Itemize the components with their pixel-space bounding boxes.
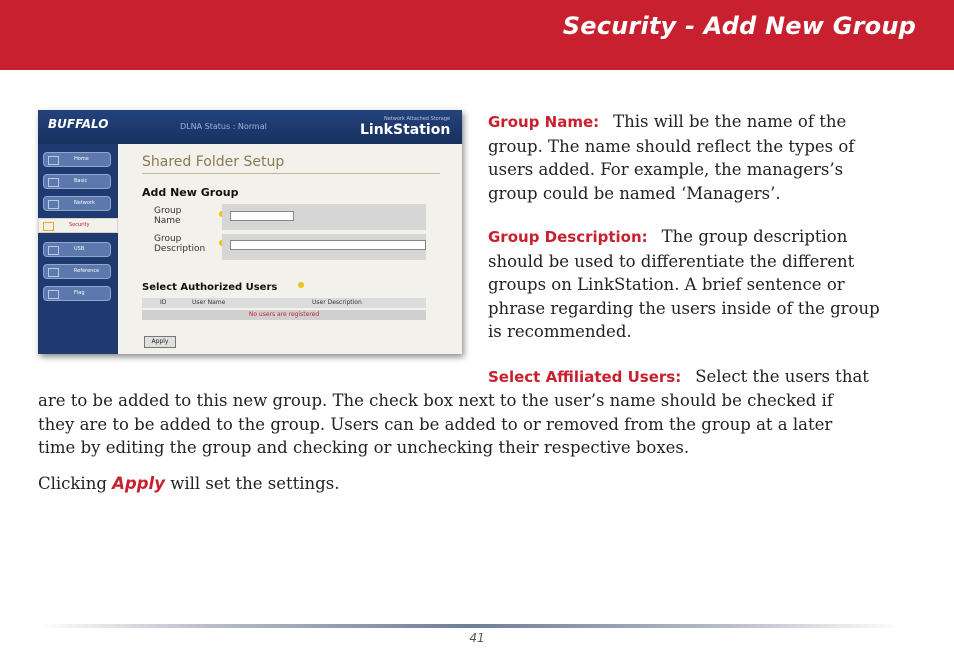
home-icon bbox=[48, 156, 59, 165]
apply-paragraph: Clicking Apply will set the settings. bbox=[38, 474, 340, 493]
help-icon[interactable] bbox=[298, 282, 304, 288]
reference-icon bbox=[48, 268, 59, 277]
shared-folder-setup-title: Shared Folder Setup bbox=[142, 154, 285, 170]
usb-icon bbox=[48, 246, 59, 255]
apply-button[interactable]: Apply bbox=[144, 336, 176, 348]
col-id: ID bbox=[160, 299, 167, 306]
group-name-label: Group Name bbox=[154, 206, 182, 226]
nav-network[interactable]: Network bbox=[43, 196, 111, 211]
group-description-label: Group Description bbox=[154, 234, 206, 254]
group-name-paragraph: Group Name: This will be the name of the group. The name should reflect the types of users added. For example, the managers’s group could be named ‘Managers’. bbox=[488, 112, 855, 203]
col-user-name: User Name bbox=[192, 299, 226, 306]
page-number: 41 bbox=[469, 631, 485, 645]
linkstation-screenshot bbox=[38, 110, 462, 354]
network-icon bbox=[48, 200, 59, 209]
group-name-input[interactable] bbox=[230, 211, 294, 221]
basic-icon bbox=[48, 178, 59, 187]
buffalo-logo: BUFFALO bbox=[48, 117, 109, 131]
dlna-status: DLNA Status : Normal bbox=[180, 122, 267, 131]
add-new-group-heading: Add New Group bbox=[142, 186, 239, 199]
flag-icon bbox=[48, 290, 59, 299]
col-user-description: User Description bbox=[312, 299, 362, 306]
nav-flag[interactable]: Flag bbox=[43, 286, 111, 301]
nav-home[interactable]: Home bbox=[43, 152, 111, 167]
screenshot-sidebar bbox=[38, 144, 118, 354]
term-group-name: Group Name: bbox=[488, 113, 600, 131]
linkstation-logo: LinkStation bbox=[360, 122, 451, 138]
group-description-paragraph: Group Description: The group description should be used to differentiate the different groups on LinkStation. A brief sentence or phrase regarding the users inside of the group is recommended. bbox=[488, 227, 880, 341]
no-users-row: No users are registered bbox=[142, 310, 426, 320]
term-group-description: Group Description: bbox=[488, 228, 648, 246]
product-tagline: Network Attached Storage bbox=[384, 116, 451, 122]
title-divider bbox=[142, 173, 440, 174]
security-icon bbox=[43, 222, 54, 231]
nav-security[interactable]: Security bbox=[38, 218, 118, 233]
term-select-affiliated-users: Select Affiliated Users: bbox=[488, 368, 682, 386]
page-header bbox=[0, 0, 954, 70]
page-title: Security - Add New Group bbox=[562, 12, 916, 40]
nav-usb[interactable]: USB bbox=[43, 242, 111, 257]
group-description-input[interactable] bbox=[230, 240, 426, 250]
screenshot-topbar bbox=[38, 110, 462, 144]
users-table-header bbox=[142, 298, 426, 308]
select-users-term-line: Select Affiliated Users: Select the users that bbox=[488, 367, 869, 386]
footer-divider bbox=[38, 624, 900, 628]
nav-basic[interactable]: Basic bbox=[43, 174, 111, 189]
select-users-paragraph: are to be added to this new group. The check box next to the user’s name should be checked if they are to be added to the group. Users can be added to or removed from the group at a later time by editing the group and checking or unchecking their respective boxes. bbox=[38, 391, 833, 457]
nav-reference[interactable]: Reference bbox=[43, 264, 111, 279]
select-authorized-users-heading: Select Authorized Users bbox=[142, 282, 278, 293]
term-apply: Apply bbox=[112, 474, 165, 493]
